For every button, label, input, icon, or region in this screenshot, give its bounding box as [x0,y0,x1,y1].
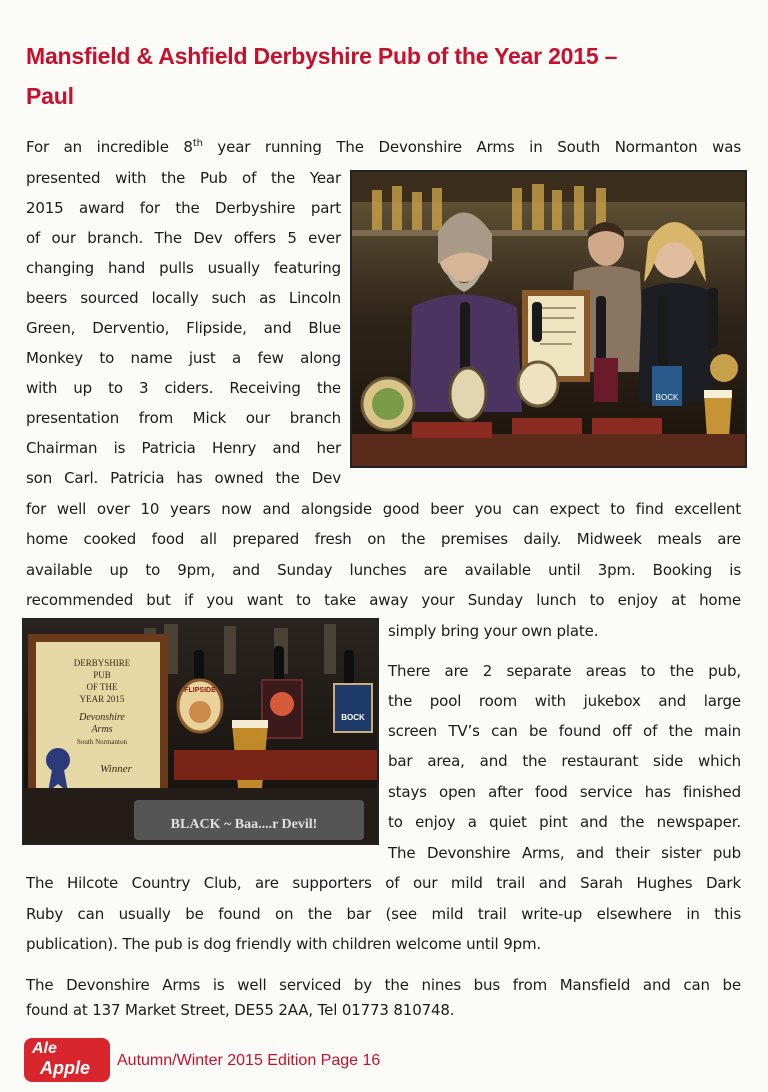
paragraph-2-line-5: stays open after food service has finished [388,783,741,801]
paragraph-1-line-17: simply bring your own plate. [388,622,599,640]
cert-line-4: YEAR 2015 [79,694,125,704]
ale-apple-logo [24,1038,110,1082]
photo-award-presentation-image [352,172,745,466]
paragraph-2-line-3: screen TV’s can be found off of the main [388,722,741,740]
photo-award-presentation [350,170,747,468]
paragraph-1-line-9: with up to 3 ciders. Receiving the [26,379,341,397]
paragraph-1-line-13: for well over 10 years now and alongside good beer you can expect to find excellent [26,500,741,518]
paragraph-1-line-4: of our branch. The Dev offers 5 ever [26,229,341,247]
paragraph-2-line-1: There are 2 separate areas to the pub, [388,662,741,680]
cert-line-5: Devonshire [79,712,125,723]
paragraph-2-line-2: the pool room with jukebox and large [388,692,741,710]
article-title [26,36,748,116]
paragraph-1-line-6: beers sourced locally such as Lincoln [26,289,341,307]
cert-line-6: Arms [91,724,113,735]
paragraph-1-line-2: presented with the Pub of the Year [26,169,341,187]
paragraph-1-line-3: 2015 award for the Derbyshire part [26,199,341,217]
title-line-2: Paul [26,83,74,109]
cert-line-3: OF THE [86,682,118,692]
paragraph-1-line-11: Chairman is Patricia Henry and her [26,439,341,457]
photo-bar-certificate-image [24,620,377,843]
photo-bar-certificate [22,618,379,845]
paragraph-3-line-1: The Devonshire Arms is well serviced by the nines bus from Mansfield and can be [26,976,741,994]
title-line-1: Mansfield & Ashfield Derbyshire Pub of the Year 2015 – [26,43,618,69]
paragraph-1-line-10: presentation from Mick our branch [26,409,341,427]
paragraph-1-line-12: son Carl. Patricia has owned the Dev [26,469,341,487]
edition-page-footer: Autumn/Winter 2015 Edition Page 16 [117,1052,381,1069]
logo-text-top: Ale [32,1040,57,1057]
paragraph-2-line-10: publication). The pub is dog friendly with children welcome until 9pm. [26,935,542,953]
paragraph-1-line-7: Green, Derventio, Flipside, and Blue [26,319,341,337]
paragraph-2-line-8: The Hilcote Country Club, are supporters of our mild trail and Sarah Hughes Dark [26,874,741,892]
logo-text-bottom: Apple [40,1058,91,1078]
paragraph-1-line-16: recommended but if you want to take away your Sunday lunch to enjoy at home [26,591,741,609]
paragraph-1-line-5: changing hand pulls usually featuring [26,259,341,277]
bar-mat-text: BLACK ~ Baa....r Devil! [170,817,318,832]
cert-line-7: South Normanton [77,738,127,746]
cert-line-8: Winner [100,763,132,775]
cert-line-1: DERBYSHIRE [73,658,131,668]
bock-clip-label: BOCK [655,393,679,402]
paragraph-1-line-8: Monkey to name just a few along [26,349,341,367]
paragraph-3-line-2: found at 137 Market Street, DE55 2AA, Tel 01773 810748. [26,1001,455,1019]
paragraph-1-line-1: For an incredible 8th year running The Devonshire Arms in South Normanton was [26,138,741,156]
paragraph-2-line-6: to enjoy a quiet pint and the newspaper. [388,813,741,831]
flipside-clip-label: FLIPSIDE [184,687,216,694]
paragraph-2-line-9: Ruby can usually be found on the bar (see mild trail write-up elsewhere in this [26,905,741,923]
paragraph-2-line-4: bar area, and the restaurant side which [388,752,741,770]
bock-clip-label-2: BOCK [341,713,365,722]
paragraph-2-line-7: The Devonshire Arms, and their sister pub [388,844,741,862]
cert-line-2: PUB [93,670,111,680]
paragraph-1-line-15: available up to 9pm, and Sunday lunches are available until 3pm. Booking is [26,561,741,579]
paragraph-1-line-14: home cooked food all prepared fresh on the premises daily. Midweek meals are [26,530,741,548]
